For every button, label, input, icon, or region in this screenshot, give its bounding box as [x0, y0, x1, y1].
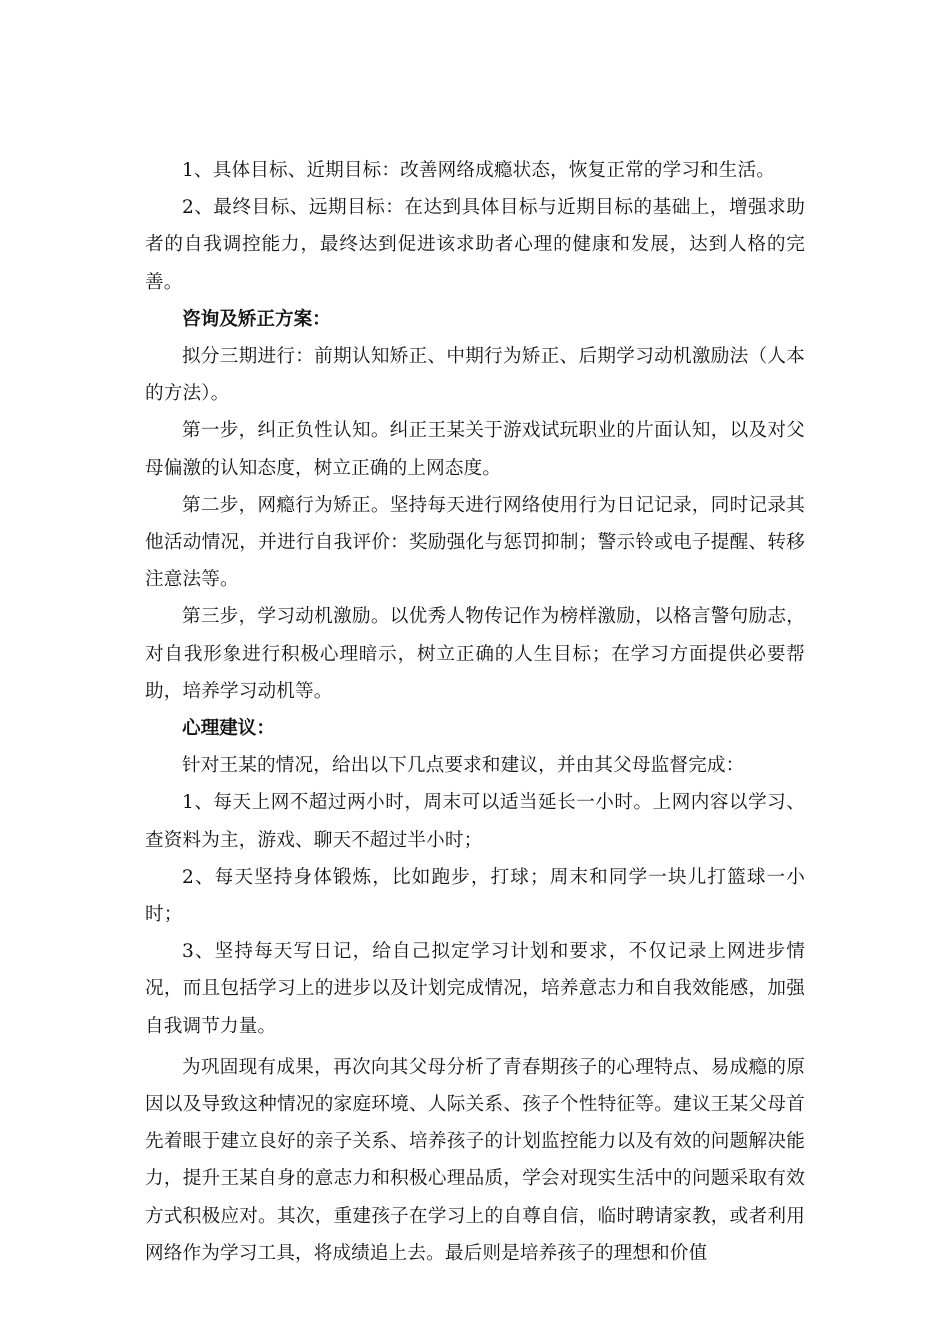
- goal-final-paragraph: 2、最终目标、远期目标：在达到具体目标与近期目标的基础上，增强求助者的自我调控能力，最终达到促进该求助者心理的健康和发展，达到人格的完善。: [145, 197, 805, 293]
- step-two-paragraph: 第二步，网瘾行为矫正。坚持每天进行网络使用行为日记记录，同时记录其他活动情况，并进行自我评价：奖励强化与惩罚抑制；警示铃或电子提醒、转移注意法等。: [145, 494, 805, 591]
- document-page: [145, 152, 805, 1272]
- step-one-paragraph: 第一步，纠正负性认知。纠正王某关于游戏试玩职业的片面认知，以及对父母偏激的认知态度，树立正确的上网态度。: [145, 420, 805, 479]
- step-three-paragraph: 第三步，学习动机激励。以优秀人物传记作为榜样激励，以格言警句励志，对自我形象进行积极心理暗示，树立正确的人生目标；在学习方面提供必要帮助，培养学习动机等。: [145, 606, 805, 702]
- goal-near-paragraph: 1、具体目标、近期目标：改善网络成瘾状态，恢复正常的学习和生活。: [182, 160, 776, 181]
- advice-heading: 心理建议：: [182, 718, 275, 740]
- advice-item-2: 2、每天坚持身体锻炼，比如跑步，打球；周末和同学一块儿打篮球一小时；: [145, 866, 805, 926]
- plan-heading: 咨询及矫正方案：: [182, 308, 331, 330]
- plan-intro-paragraph: 拟分三期进行：前期认知矫正、中期行为矫正、后期学习动机激励法（人本的方法）。: [145, 346, 805, 405]
- advice-item-3: 3、坚持每天写日记，给自己拟定学习计划和要求，不仅记录上网进步情况，而且包括学习上的进步以及计划完成情况，培养意志力和自我效能感，加强自我调节力量。: [145, 941, 805, 1037]
- advice-item-1: 1、每天上网不超过两小时，周末可以适当延长一小时。上网内容以学习、查资料为主，游戏、聊天不超过半小时；: [145, 792, 805, 851]
- advice-intro-paragraph: 针对王某的情况，给出以下几点要求和建议，并由其父母监督完成：: [182, 755, 745, 777]
- consolidation-paragraph: 为巩固现有成果，再次向其父母分析了青春期孩子的心理特点、易成瘾的原因以及导致这种情况的家庭环境、人际关系、孩子个性特征等。建议王某父母首先着眼于建立良好的亲子关系、培养孩子的计划监控能力以及有效的问题解决能力，提升王某自身的意志力和积极心理品质，学会对现实生活中的问题采取有效方式积极应对。其次，重建孩子在学习上的自尊自信，临时聘请家教，或者利用网络作为学习工具，将成绩追上去。最后则是培养孩子的理想和价值: [145, 1056, 805, 1264]
